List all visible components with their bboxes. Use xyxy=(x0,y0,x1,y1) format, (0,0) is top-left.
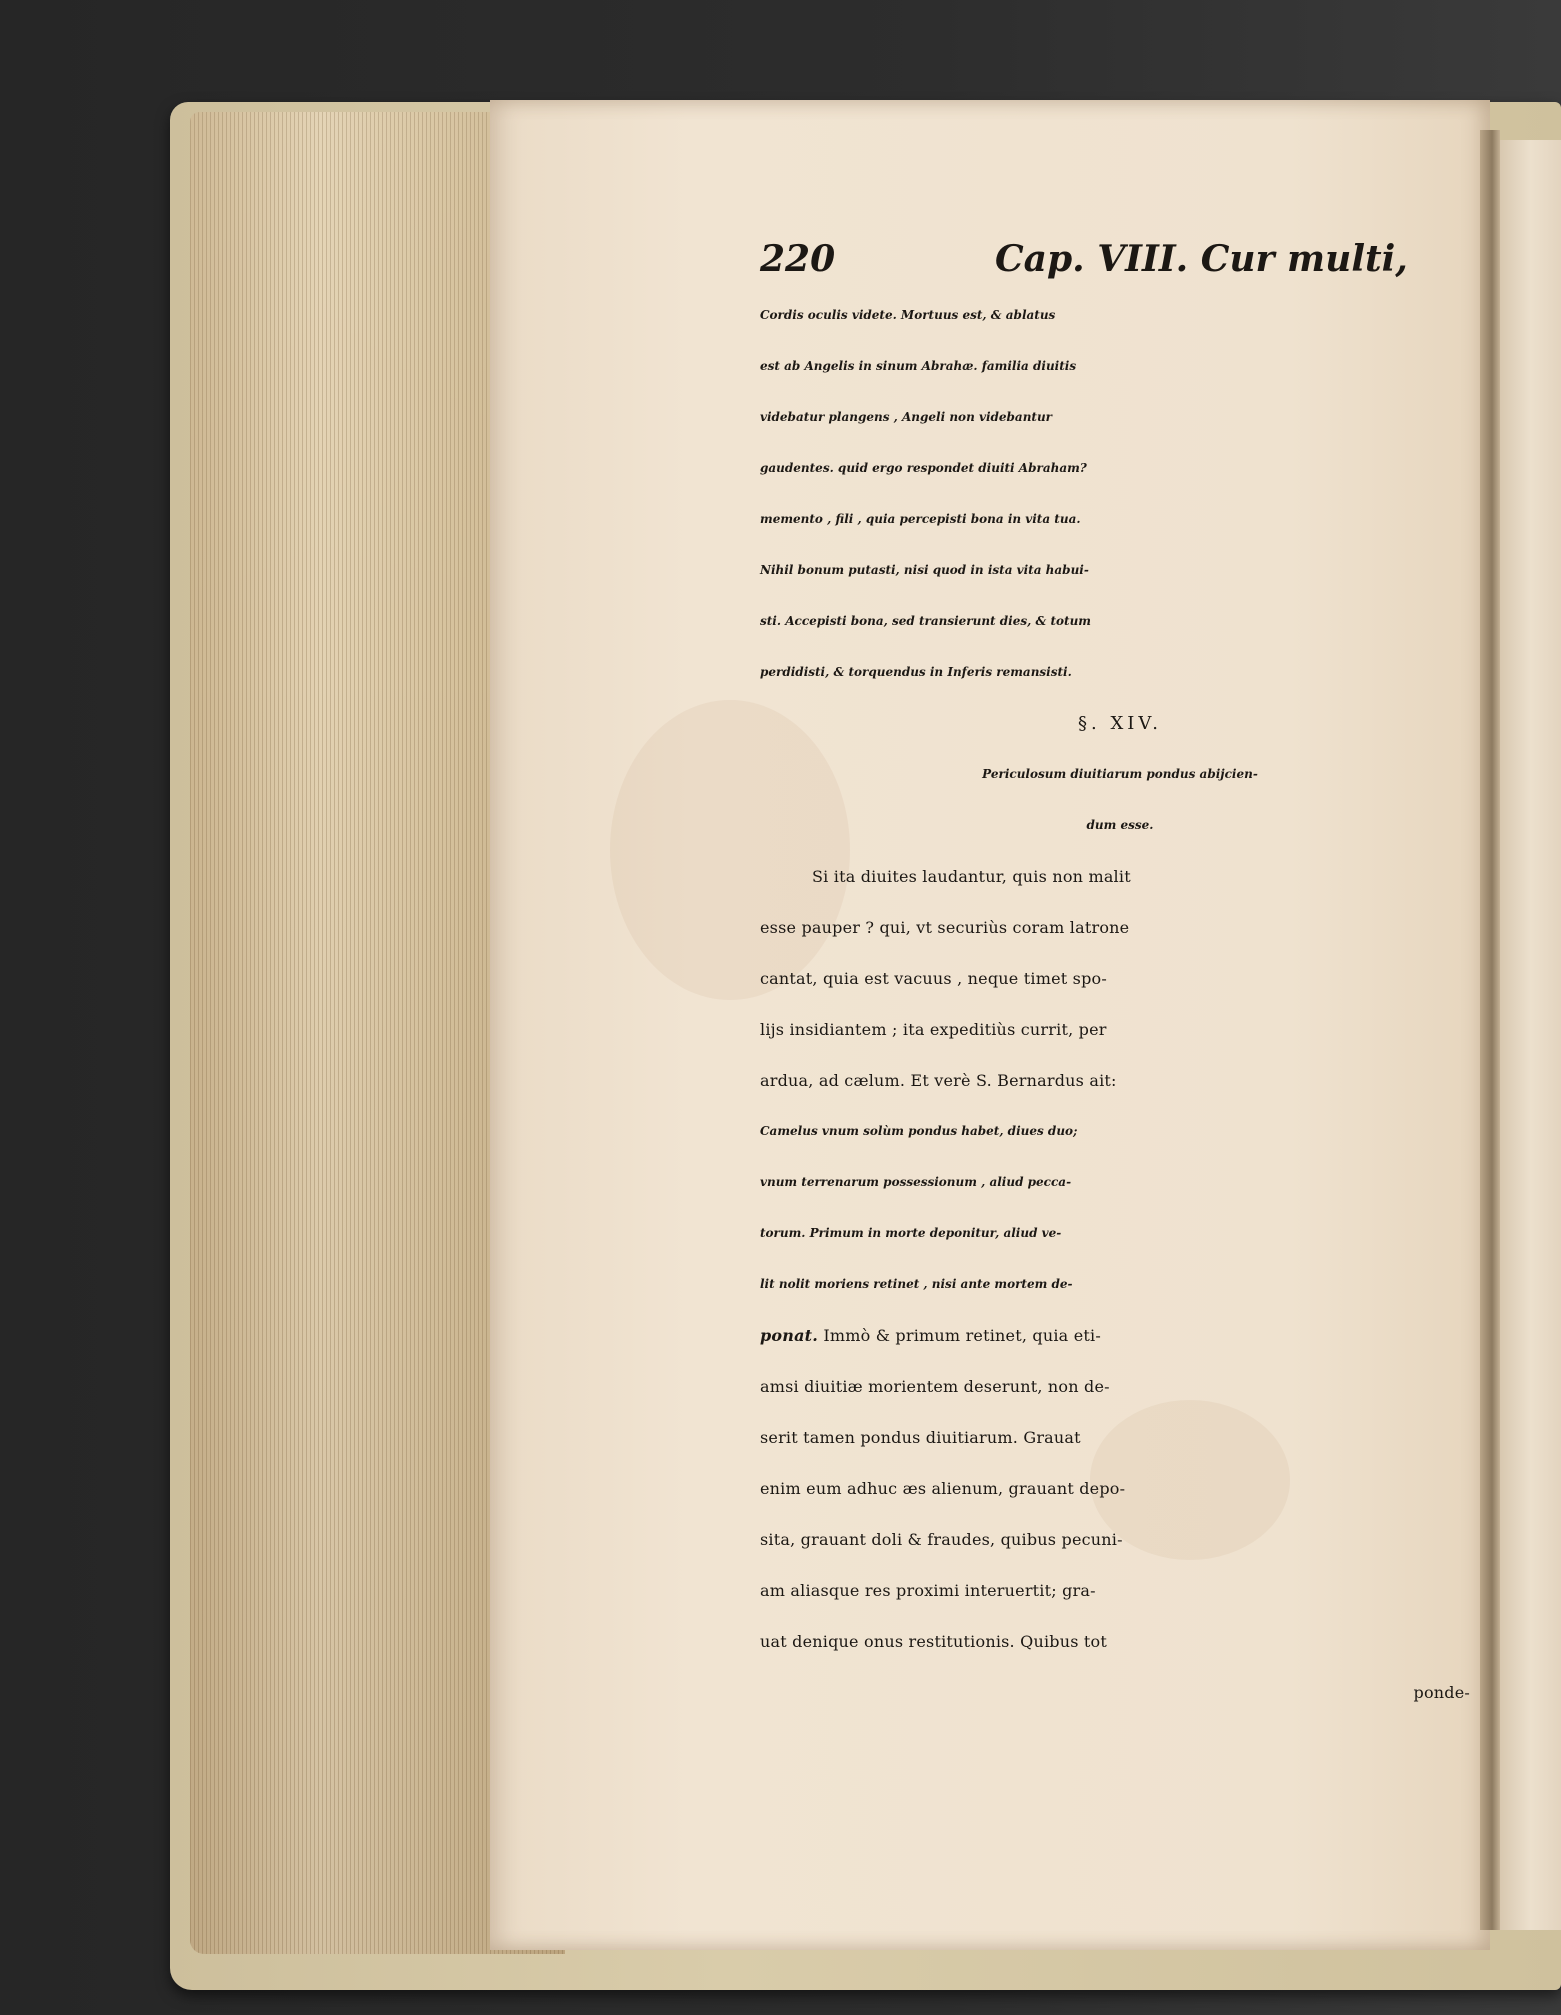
running-title: Cap. VIII. Cur multi, xyxy=(995,238,1408,280)
italic-text-line: gaudentes. quid ergo respondet diuiti Abraham? xyxy=(760,461,1087,475)
roman-text-line: sita, grauant doli & fraudes, quibus pecuni- xyxy=(760,1530,1123,1549)
paragraph-first-line: Si ita diuites laudantur, quis non malit xyxy=(812,867,1131,886)
text-lines xyxy=(760,290,1480,1718)
page-number: 220 xyxy=(760,238,836,280)
italic-segment: ponat. xyxy=(760,1326,819,1345)
roman-text-line: amsi diuitiæ morientem deserunt, non de- xyxy=(760,1377,1110,1396)
italic-text-line: Cordis oculis videte. Mortuus est, & ablatus xyxy=(760,308,1056,322)
italic-text-line: torum. Primum in morte deponitur, aliud ve- xyxy=(760,1226,1062,1240)
italic-text-line: videbatur plangens , Angeli non videbantur xyxy=(760,410,1053,424)
recto-page-edge xyxy=(1500,140,1561,1930)
section-number: §. XIV. xyxy=(1078,713,1162,734)
section-heading-line: Periculosum diuitiarum pondus abijcien- xyxy=(982,767,1258,781)
page-text xyxy=(760,230,1480,1890)
roman-text-line: ardua, ad cælum. Et verè S. Bernardus ait: xyxy=(760,1071,1117,1090)
italic-text-line: est ab Angelis in sinum Abrahæ. familia diuitis xyxy=(760,359,1077,373)
italic-text-line: vnum terrenarum possessionum , aliud pecca- xyxy=(760,1175,1072,1189)
italic-text-line: Camelus vnum solùm pondus habet, diues duo; xyxy=(760,1124,1078,1138)
running-head xyxy=(760,230,1480,290)
catchword: ponde- xyxy=(1413,1683,1470,1702)
roman-segment: Immò & primum retinet, quia eti- xyxy=(818,1326,1101,1345)
roman-text-line: serit tamen pondus diuitiarum. Grauat xyxy=(760,1428,1081,1447)
gutter xyxy=(1480,130,1500,1930)
roman-text-line: am aliasque res proximi interuertit; gra- xyxy=(760,1581,1096,1600)
roman-text-line: lijs insidiantem ; ita expeditiùs currit, per xyxy=(760,1020,1107,1039)
italic-text-line: memento , fili , quia percepisti bona in vita tua. xyxy=(760,512,1081,526)
roman-text-line: cantat, quia est vacuus , neque timet spo- xyxy=(760,969,1107,988)
roman-text-line: uat denique onus restitutionis. Quibus tot xyxy=(760,1632,1108,1651)
italic-text-line: Nihil bonum putasti, nisi quod in ista vita habui- xyxy=(760,563,1089,577)
italic-text-line: sti. Accepisti bona, sed transierunt dies, & totum xyxy=(760,614,1091,628)
mixed-text-line xyxy=(760,1310,1480,1361)
italic-text-line: lit nolit moriens retinet , nisi ante mortem de- xyxy=(760,1277,1073,1291)
section-heading-line: dum esse. xyxy=(1086,818,1154,832)
roman-text-line: esse pauper ? qui, vt securiùs coram latrone xyxy=(760,918,1130,937)
italic-text-line: perdidisti, & torquendus in Inferis remansisti. xyxy=(760,665,1072,679)
roman-text-line: enim eum adhuc æs alienum, grauant depo- xyxy=(760,1479,1126,1498)
